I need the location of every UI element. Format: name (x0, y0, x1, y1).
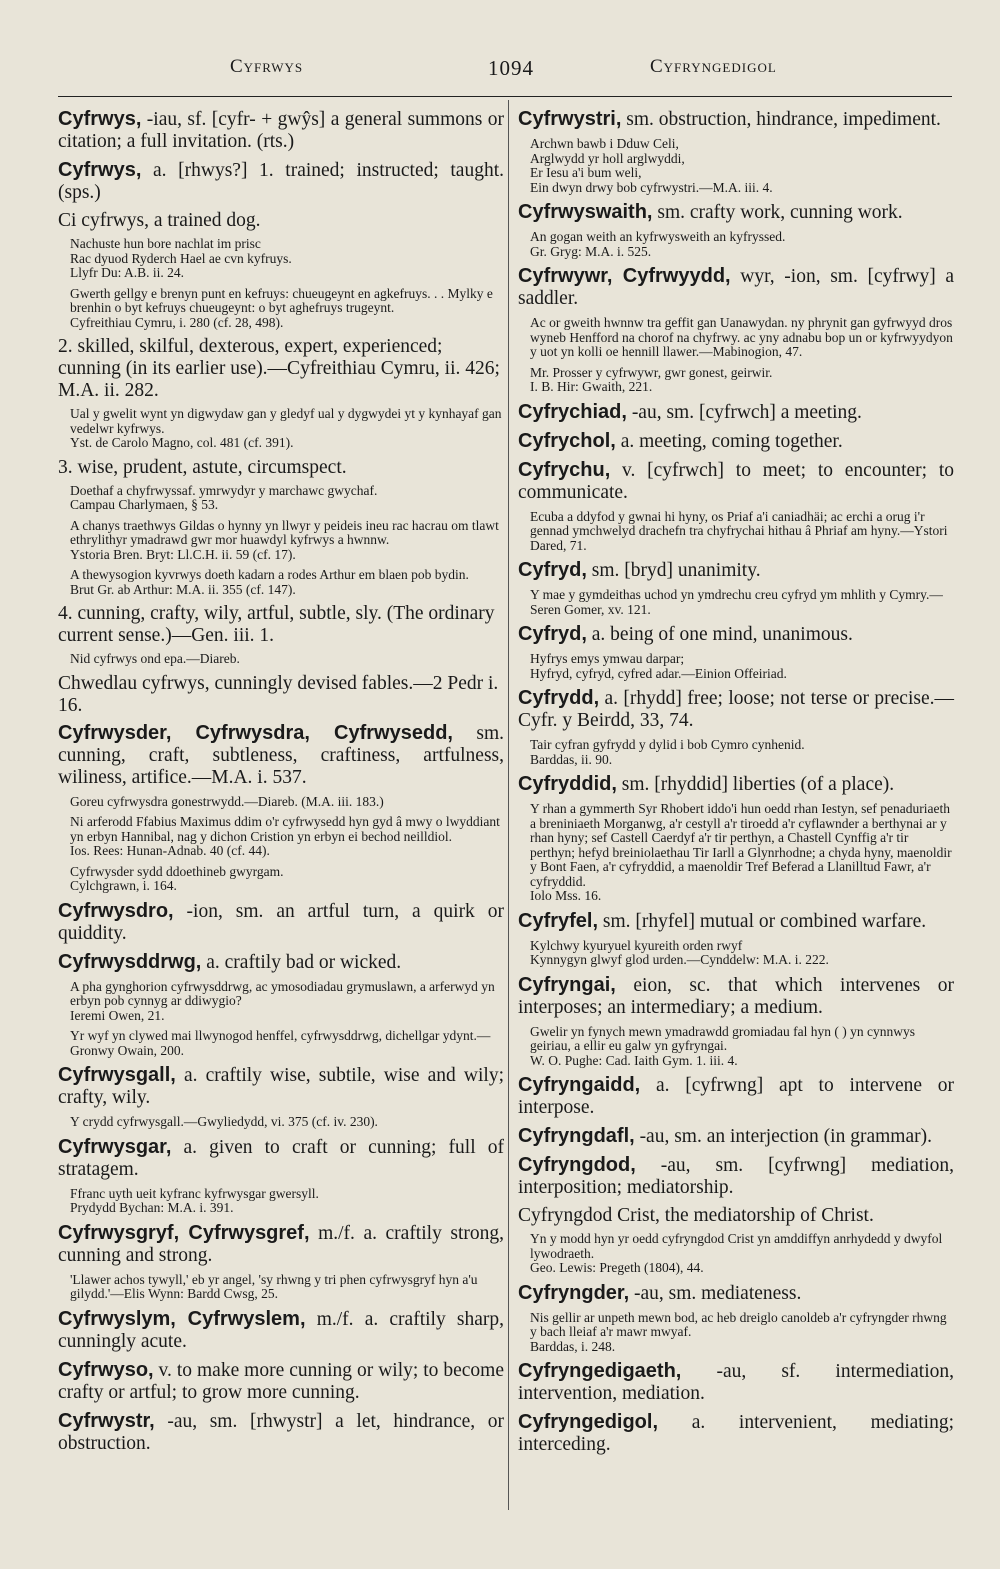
quotation: Ac or gweith hwnnw tra geffit gan Uanawydan. ny phrynit gan gyfrwyyd dros wyneb Henfford na chorof na chyfrwy. ac yny adnabu bop un or kyfrwyydyon y uot yn kolli oe hennill llawer.—Mabinogion, 47. (530, 315, 953, 359)
dictionary-entry (58, 108, 504, 153)
sense-text: Chwedlau cyfrwys, cunningly devised fables.—2 Pedr i. 16. (58, 672, 499, 716)
headword: Cyfrwysder, Cyfrwysdra, Cyfrwysedd, (58, 721, 453, 744)
definition: -au, sm. [cyfrwng] mediation, interposition; mediatorship. (518, 1155, 954, 1198)
definition: a. intervenient, mediating; interceding. (518, 1412, 954, 1455)
headword: Cyfrwysgar, (58, 1135, 172, 1158)
header-rule (58, 96, 952, 97)
headword: Cyfrwystri, (518, 108, 622, 130)
quotation: Gwerth gellgy e brenyn punt en kefruys: chueugeynt en agkefruys. . . Mylky e brenhin o byt kefruys chueugeynt: o byt aghefruys trugeynt. Cyfreithiau Cymru, i. 280 (cf. 28, 498). (70, 285, 493, 330)
definition: m./f. a. craftily sharp, cunningly acute. (58, 1308, 504, 1352)
definition: sm. obstruction, hindrance, impediment. (621, 109, 941, 130)
dictionary-entry (58, 1064, 504, 1109)
quotation: Gwelir yn fynych mewn ymadrawdd gromiadau fal hyn ( ) yn cynnwys geiriau, a ellir eu galw yn gyfryngai. W. O. Pughe: Cad. Iaith Gym. 1. iii. 4. (530, 1023, 916, 1068)
dictionary-entry (518, 1125, 954, 1148)
sense-text: 4. cunning, crafty, wily, artful, subtle, sly. (The ordinary current sense.)—Gen. iii. 1. (58, 603, 495, 646)
dictionary-entry (58, 951, 504, 974)
headword: Cyfryngdod, (518, 1154, 636, 1176)
definition: sm. crafty work, cunning work. (652, 202, 903, 223)
headword: Cyfrwyso, (58, 1358, 154, 1381)
headword: Cyfryngedigaeth, (518, 1360, 682, 1382)
dictionary-entry (58, 722, 504, 789)
quotation: Yn y modd hyn yr oedd cyfryngdod Crist yn amddiffyn anrhydedd y dwyfol lywodraeth. Geo. Lewis: Pregeth (1804), 44. (530, 1231, 943, 1275)
dictionary-entry (58, 1410, 504, 1455)
quotation: An gogan weith an kyfrwysweith an kyfryssed. Gr. Gryg: M.A. i. 525. (530, 229, 786, 259)
definition: -iau, sf. [cyfr- + gwŷs] a general summons or citation; a full invitation. (rts.) (58, 109, 504, 152)
left-column (58, 108, 504, 1461)
headword: Cyfrychu, (518, 458, 611, 481)
quotation: 'Llawer achos tywyll,' eb yr angel, 'sy rhwng y tri phen cyfrwysgryf hyn a'u gilydd.'—Elis Wynn: Bardd Cwsg, 25. (70, 1271, 478, 1301)
definition: sm. [rhyfel] mutual or combined warfare. (598, 910, 927, 932)
quotation: Y crydd cyfrwysgall.—Gwyliedydd, vi. 375 (cf. iv. 230). (70, 1114, 378, 1129)
sense-text: 3. wise, prudent, astute, circumspect. (58, 456, 347, 478)
dictionary-entry (58, 1359, 504, 1404)
dictionary-entry (58, 1222, 504, 1267)
dictionary-entry (518, 687, 954, 732)
header-right-word: Cyfryngedigol (650, 56, 777, 77)
headword: Cyfrwystr, (58, 1409, 155, 1432)
dictionary-entry (518, 265, 954, 310)
quotation: Ni arferodd Ffabius Maximus ddim o'r cyfrwysedd hyn gyd â mwy o lwyddiant yn erbyn Hannibal, nag y dichon Cristion yn erbyn ei bechod neilldiol. Ios. Rees: Hunan-Adnab. 40 (cf. 44). (70, 814, 500, 858)
dictionary-entry (518, 401, 954, 424)
definition: a. given to craft or cunning; full of stratagem. (58, 1136, 504, 1180)
definition: -au, sm. mediateness. (629, 1282, 802, 1304)
definition: sm. cunning, craft, subtleness, craftiness, artfulness, wiliness, artifice.—M.A. i. 537. (58, 722, 504, 788)
dictionary-entry (518, 430, 954, 453)
definition: a. [cyfrwng] apt to intervene or interpose. (518, 1075, 954, 1118)
headword: Cyfrwywr, Cyfrwyydd, (518, 265, 731, 287)
definition: -au, sm. an interjection (in grammar). (634, 1126, 932, 1147)
quotation: Ecuba a ddyfod y gwnai hi hyny, os Priaf a'i caniadhäi; ac erchi a orug i'r gennad ymchwelyd drachefn tra chyfrychai hithau â Phriaf am hyny.—Ystori Dared, 71. (530, 508, 948, 553)
quotation: Nachuste hun bore nachlat im prisc Rac dyuod Ryderch Hael ae cvn kyfruys. Llyfr Du: A.B. ii. 24. (70, 236, 292, 280)
headword: Cyfrwysdro, (58, 899, 174, 922)
dictionary-entry (518, 974, 954, 1019)
dictionary-entry (518, 773, 954, 796)
dictionary-entry (58, 159, 504, 204)
definition: a. [rhydd] free; loose; not terse or precise.—Cyfr. y Beirdd, 33, 74. (518, 688, 954, 731)
sense-text: Ci cyfrwys, a trained dog. (58, 210, 261, 231)
definition: eion, sc. that which intervenes or interposes; an intermediary; a medium. (518, 974, 954, 1018)
column-divider (508, 100, 509, 1510)
headword: Cyfryd, (518, 559, 587, 581)
right-column (518, 108, 954, 1462)
quotation: Goreu cyfrwysdra gonestrwydd.—Diareb. (M.A. iii. 183.) (70, 793, 384, 809)
quotation: A chanys traethwys Gildas o hynny yn llwyr y peideis ineu rac hacrau om tlawt ethrylithyr ymadrawd gwr mor huawdyl kyfrwys a hwnnw. Ystoria Bren. Bryt: Ll.C.H. ii. 59 (cf. 17). (70, 517, 499, 562)
headword: Cyfryngedigol, (518, 1411, 659, 1433)
definition: wyr, -ion, sm. [cyfrwy] a saddler. (518, 266, 954, 309)
dictionary-entry (518, 910, 954, 933)
headword: Cyfryngaidd, (518, 1074, 641, 1096)
definition: v. [cyfrwch] to meet; to encounter; to communicate. (518, 459, 954, 503)
headword: Cyfrwysgryf, Cyfrwysgref, (58, 1221, 310, 1244)
dictionary-entry (518, 1360, 954, 1405)
sense-text: Cyfryngdod Crist, the mediatorship of Christ. (518, 1205, 874, 1226)
dictionary-entry (518, 1074, 954, 1119)
headword: Cyfrychiad, (518, 400, 627, 423)
dictionary-entry (58, 1136, 504, 1181)
definition: a. craftily bad or wicked. (201, 951, 402, 973)
dictionary-entry (518, 1282, 954, 1305)
headword: Cyfrwys, (58, 159, 142, 181)
headword: Cyfryngai, (518, 973, 616, 996)
sense-text: 2. skilled, skilful, dexterous, expert, experienced; cunning (in its earlier use).—Cyfreithiau Cymru, ii. 426; M.A. ii. 282. (58, 336, 500, 401)
definition: -au, sm. [rhwystr] a let, hindrance, or obstruction. (58, 1410, 504, 1454)
definition: sm. [rhyddid] liberties (of a place). (616, 774, 895, 795)
dictionary-entry (518, 108, 954, 131)
quotation: Y mae y gymdeithas uchod yn ymdrechu creu cyfryd ym mhlith y Cymry.—Seren Gomer, xv. 121. (530, 587, 943, 617)
headword: Cyfrydd, (518, 687, 600, 709)
dictionary-entry (58, 900, 504, 945)
quotation: Kylchwy kyuryuel kyureith orden rwyf Kynnygyn glwyf glod urden.—Cynddelw: M.A. i. 222. (530, 937, 829, 967)
quotation: Ual y gwelit wynt yn digwydaw gan y gledyf ual y dygwydei yt y kynhayaf gan vedelwr kyfrwys. Yst. de Carolo Magno, col. 481 (cf. 391). (70, 406, 502, 450)
headword: Cyfrwysgall, (58, 1064, 176, 1086)
dictionary-entry (58, 1308, 504, 1353)
definition: -au, sm. [cyfrwch] a meeting. (626, 401, 862, 423)
quotation: Yr wyf yn clywed mai llwynogod henffel, cyfrwysddrwg, dichellgar ydynt.—Gronwy Owain, 200. (70, 1028, 491, 1058)
quotation: Archwn bawb i Dduw Celi, Arglwydd yr holl arglwyddi, Er Iesu a'i bum weli, Ein dwyn drwy bob cyfrwystri.—M.A. iii. 4. (530, 136, 773, 195)
headword: Cyfryngder, (518, 1281, 630, 1304)
dictionary-entry (518, 1411, 954, 1456)
quotation: Nis gellir ar unpeth mewn bod, ac heb dreiglo canoldeb a'r cyfryngder rhwng y bach lleiaf a'r mawr mwyaf. Barddas, i. 248. (530, 1309, 947, 1354)
quotation: Hyfrys emys ymwau darpar; Hyfryd, cyfryd, cyfred adar.—Einion Offeiriad. (530, 651, 787, 681)
dictionary-entry (518, 1154, 954, 1199)
definition: -ion, sm. an artful turn, a quirk or quiddity. (58, 900, 504, 944)
definition: a. being of one mind, unanimous. (586, 624, 853, 645)
quotation: Y rhan a gymmerth Syr Rhobert iddo'i hun oedd rhan Iestyn, sef penaduriaeth a breniniaeth Morganwg, a'r cestyll a'r tiroedd a'r cyflawnder a berthynai ar y rhan hyny; sef Castell Caerdyf a'r tir perthyn, a Chastell Cynffig a'r tir perthyn; hefyd breiniolaethau Tir Iarll a Glynrhodne; a chyda hyny, maenoldir y Bont Faen, a'r cyfryddid, a maenoldir Tref Beferad a Llanilltud Fawr, a'r cyfryddid. Iolo Mss. 16. (530, 801, 952, 903)
quotation: A thewysogion kyvrwys doeth kadarn a rodes Arthur em blaen pob bydin. Brut Gr. ab Arthur: M.A. ii. 355 (cf. 147). (70, 567, 469, 597)
headword: Cyfrwyswaith, (518, 201, 653, 223)
definition: a. meeting, coming together. (615, 430, 843, 452)
dictionary-entry (518, 201, 954, 224)
headword: Cyfryd, (518, 623, 587, 645)
page-number: 1094 (488, 56, 534, 80)
headword: Cyfryfel, (518, 909, 599, 932)
definition: -au, sf. intermediation, intervention, mediation. (518, 1361, 954, 1404)
quotation: A pha gynghorion cyfrwysddrwg, ac ymosodiadau grymuslawn, a arferwyd yn erbyn pob cynnyg ar ddiwygio? Ieremi Owen, 21. (70, 978, 495, 1023)
headword: Cyfrwysddrwg, (58, 950, 202, 973)
quotation: Tair cyfran gyfrydd y dylid i bob Cymro cynhenid. Barddas, ii. 90. (530, 737, 805, 767)
quotation: Doethaf a chyfrwyssaf. ymrwydyr y marchawc gwychaf. Campau Charlymaen, § 53. (70, 482, 378, 512)
dictionary-entry (518, 459, 954, 504)
headword: Cyfrwyslym, Cyfrwyslem, (58, 1307, 306, 1330)
definition: v. to make more cunning or wily; to become crafty or artful; to grow more cunning. (58, 1359, 504, 1403)
definition: a. [rhwys?] 1. trained; instructed; taught. (sps.) (58, 160, 504, 203)
quotation: Nid cyfrwys ond epa.—Diareb. (70, 651, 240, 666)
quotation: Cyfrwysder sydd ddoethineb gwyrgam. Cylchgrawn, i. 164. (70, 863, 284, 893)
definition: m./f. a. craftily strong, cunning and strong. (58, 1222, 504, 1266)
quotation: Mr. Prosser y cyfrwywr, gwr gonest, geirwir. I. B. Hir: Gwaith, 221. (530, 364, 773, 394)
dictionary-entry (518, 559, 954, 582)
dictionary-entry (518, 623, 954, 646)
headword: Cyfryddid, (518, 773, 617, 795)
headword: Cyfryngdafl, (518, 1125, 635, 1147)
headword: Cyfrychol, (518, 429, 616, 452)
headword: Cyfrwys, (58, 108, 142, 130)
definition: sm. [bryd] unanimity. (586, 560, 761, 581)
header-left-word: Cyfrwys (230, 56, 304, 77)
running-header (60, 52, 950, 82)
definition: a. craftily wise, subtile, wise and wily; crafty, wily. (58, 1065, 504, 1108)
quotation: Ffranc uyth ueit kyfranc kyfrwysgar gwersyll. Prydydd Bychan: M.A. i. 391. (70, 1185, 319, 1215)
